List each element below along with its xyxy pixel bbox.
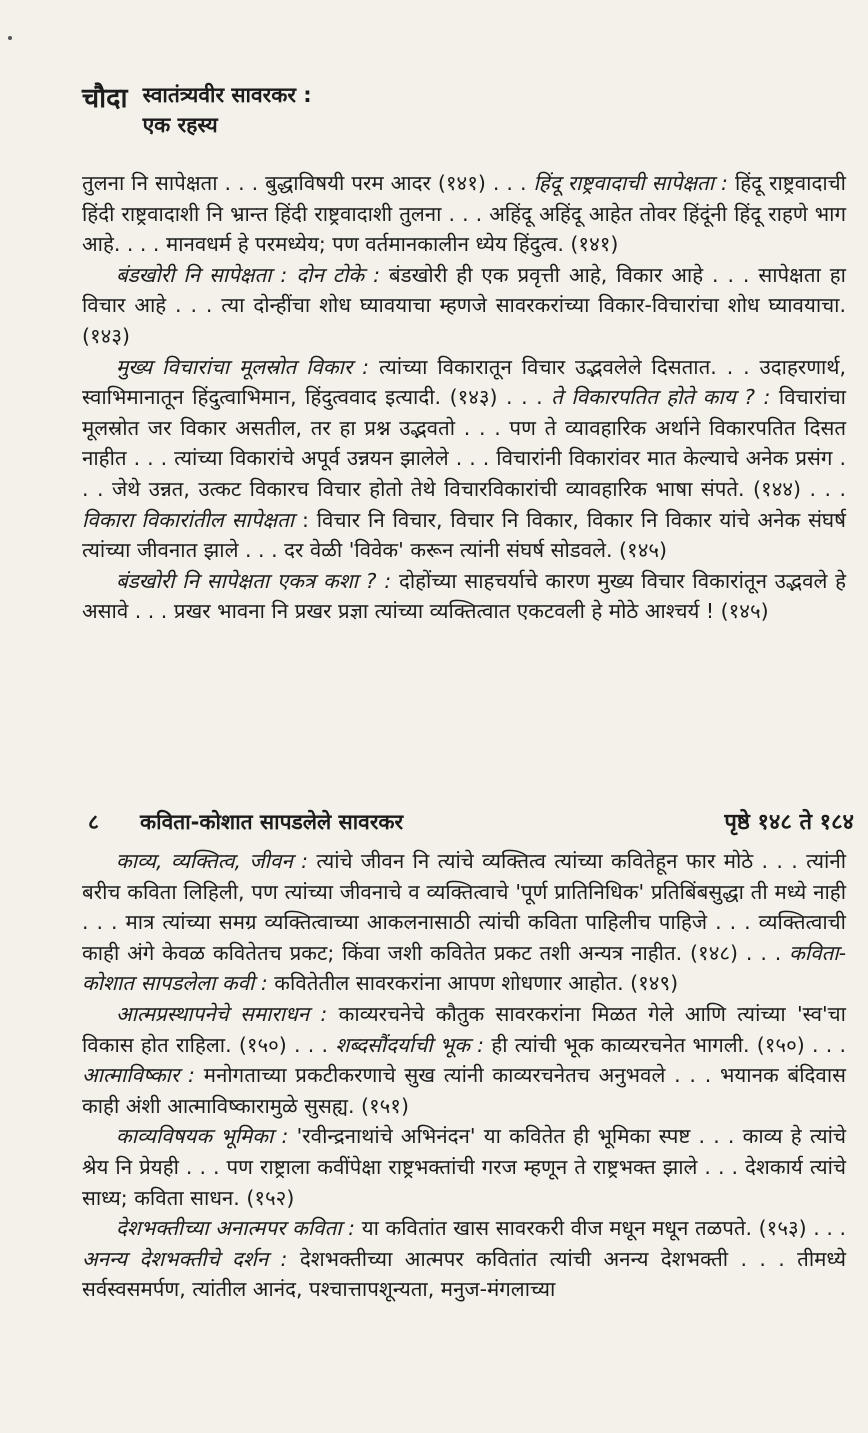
paragraph [82, 1121, 846, 1213]
section-number: ८ [88, 810, 99, 834]
chapter-title-line1: स्वातंत्र्यवीर सावरकर : [142, 83, 312, 107]
inline-subheading: आत्माविष्कार : [82, 1063, 195, 1088]
chapter-number: चौदा [82, 83, 128, 114]
inline-subheading: देशभक्तीच्या अनात्मपर कविता : [116, 1216, 356, 1241]
section-page-range: पृष्ठे १४८ ते १८४ [724, 810, 854, 835]
inline-subheading: बंडखोरी नि सापेक्षता : दोन टोके : [116, 262, 380, 287]
paragraph [82, 1213, 846, 1305]
body-text: तुलना नि सापेक्षता . . . बुद्धाविषयी परम आदर (१४१) . . . [82, 171, 534, 195]
body-text: बंडखोरी ही एक प्रवृत्ती आहे, विकार आहे . . . सापेक्षता हा विचार आहे . . . त्या दोन्हींचा शोध घ्यावयाचा म्हणजे सावरकरांच्या विकार-विचारांचा शोध घ्यावयाचा. (१४३) [82, 262, 846, 348]
body-text: त्यांचे जीवन नि त्यांचे व्यक्तित्व त्यांच्या कवितेहून फार मोठे . . . त्यांनी बरीच कविता लिहिली, पण त्यांच्या जीवनाचे व व्यक्तित्वाचे 'पूर्ण प्रातिनिधिक' प्रतिबिंबसुद्धा ती मध्ये नाही . . . मात्र त्यांच्या समग्र व्यक्तित्वाच्या आकलनासाठी त्यांची कविता पाहिलीच पाहिजे . . . व्यक्तित्वाची काही अंगे केवळ कवितेतच प्रकट; किंवा जशी कवितेत प्रकट तशी अन्यत्र नाहीत. (१४८) . . . [82, 849, 847, 965]
body-text: विचारांचा मूलस्रोत जर विकार असतील, तर हा प्रश्न उद्भवतो . . . पण ते व्यावहारिक अर्थाने विकारपतित दिसत नाहीत . . . त्यांच्या विकारांचे अपूर्व उन्नयन झालेले . . . विचारांनी विकारांवर मात केल्याचे अनेक प्रसंग . . . जेथे उन्नत, उत्कट विकारच विचार होतो तेथे विचारविकारांची व्यावहारिक भाषा संपते. (१४४) . . . [82, 385, 846, 501]
body-text: मनोगताच्या प्रकटीकरणाचे सुख त्यांनी काव्यरचनेतच अनुभवले . . . भयानक बंदिवास काही अंशी आत्माविष्कारामुळे सुसह्य. (१५१) [82, 1063, 846, 1118]
inline-subheading: अनन्य देशभक्तीचे दर्शन : [82, 1246, 288, 1271]
inline-subheading: हिंदू राष्ट्रवादाची सापेक्षता : [533, 171, 728, 195]
body-text: त्यांच्या विकारातून विचार उद्भवलेले दिसतात. . . उदाहरणार्थ, स्वाभिमानातून हिंदुत्वाभिमान, हिंदुत्ववाद इत्यादी. (१४३) . . . [82, 354, 846, 410]
chapter-heading [82, 80, 312, 140]
body-text: या कवितांत खास सावरकरी वीज मधून मधून तळपते. (१५३) . . . [355, 1216, 846, 1241]
inline-subheading: कविता-कोशात सापडलेला कवी : [82, 940, 846, 996]
body-text: 'रवीन्द्रनाथांचे अभिनंदन' या कवितेत ही भूमिका स्पष्ट . . . काव्य हे त्यांचे श्रेय नि प्रेयही . . . पण राष्ट्राला कवींपेक्षा राष्ट्रभक्तांची गरज म्हणून ते राष्ट्रभक्त झाले . . . देशकार्य त्यांचे साध्य; कविता साधन. (१५२) [82, 1124, 846, 1210]
paragraph [82, 846, 846, 999]
paragraph [82, 566, 846, 627]
paragraph [82, 352, 846, 566]
chapter-title-line2: एक रहस्य [142, 113, 218, 137]
section2-body [82, 846, 846, 1305]
inline-subheading: विकारा विकारांतील सापेक्षता [82, 507, 295, 532]
inline-subheading: बंडखोरी नि सापेक्षता एकत्र कशा ? : [116, 568, 392, 593]
inline-subheading: शब्दसौंदर्याची भूक : [335, 1032, 485, 1057]
page-edge-mark [8, 36, 12, 40]
body-text: काव्यरचनेचे कौतुक सावरकरांना मिळत गेले आणि त्यांच्या 'स्व'चा विकास होत राहिला. (१५०) . . . [82, 1001, 846, 1057]
body-text: कवितेतील सावरकरांना आपण शोधणार आहोत. (१४९) [267, 971, 679, 996]
paragraph [82, 260, 846, 352]
body-text: ही त्यांची भूक काव्यरचनेत भागली. (१५०) . . . [484, 1032, 846, 1057]
inline-subheading: आत्मप्रस्थापनेचे समाराधन : [116, 1001, 328, 1026]
inline-subheading: मुख्य विचारांचा मूलस्रोत विकार : [116, 354, 370, 379]
body-text: दोहोंच्या साहचर्याचे कारण मुख्य विचार विकारांतून उद्भवले हे असावे . . . प्रखर भावना नि प्रखर प्रज्ञा त्यांच्या व्यक्तित्वात एकटवली हे मोठे आश्चर्य ! (१४५) [82, 568, 846, 624]
inline-subheading: काव्य, व्यक्तित्व, जीवन : [116, 849, 309, 873]
body-text: देशभक्तीच्या आत्मपर कवितांत त्यांची अनन्य देशभक्ती . . . तीमध्ये सर्वस्वसमर्पण, त्यांतील आनंद, पश्चात्तापशून्यता, मनुज-मंगलाच्या [82, 1246, 846, 1302]
chapter-title [143, 80, 312, 140]
paragraph [82, 168, 846, 260]
section-title: कविता-कोशात सापडलेले सावरकर [140, 810, 404, 834]
section1-body [82, 168, 846, 627]
inline-subheading: काव्यविषयक भूमिका : [116, 1124, 289, 1149]
inline-subheading: ते विकारपतित होते काय ? : [551, 385, 771, 410]
body-text: : विचार नि विचार, विचार नि विकार, विकार नि विकार यांचे अनेक संघर्ष त्यांच्या जीवनात झाले . . . दर वेळी 'विवेक' करून त्यांनी संघर्ष सोडवले. (१४५) [82, 507, 847, 563]
body-text: हिंदू राष्ट्रवादाची हिंदी राष्ट्रवादाशी नि भ्रान्त हिंदी राष्ट्रवादाशी तुलना . . . अहिंदू अहिंदू आहेत तोवर हिंदूंनी हिंदू राहणे भाग आहे. . . . मानवधर्म हे परमध्येय; पण वर्तमानकालीन ध्येय हिंदुत्व. (१४१) [82, 171, 846, 257]
paragraph [82, 999, 846, 1121]
